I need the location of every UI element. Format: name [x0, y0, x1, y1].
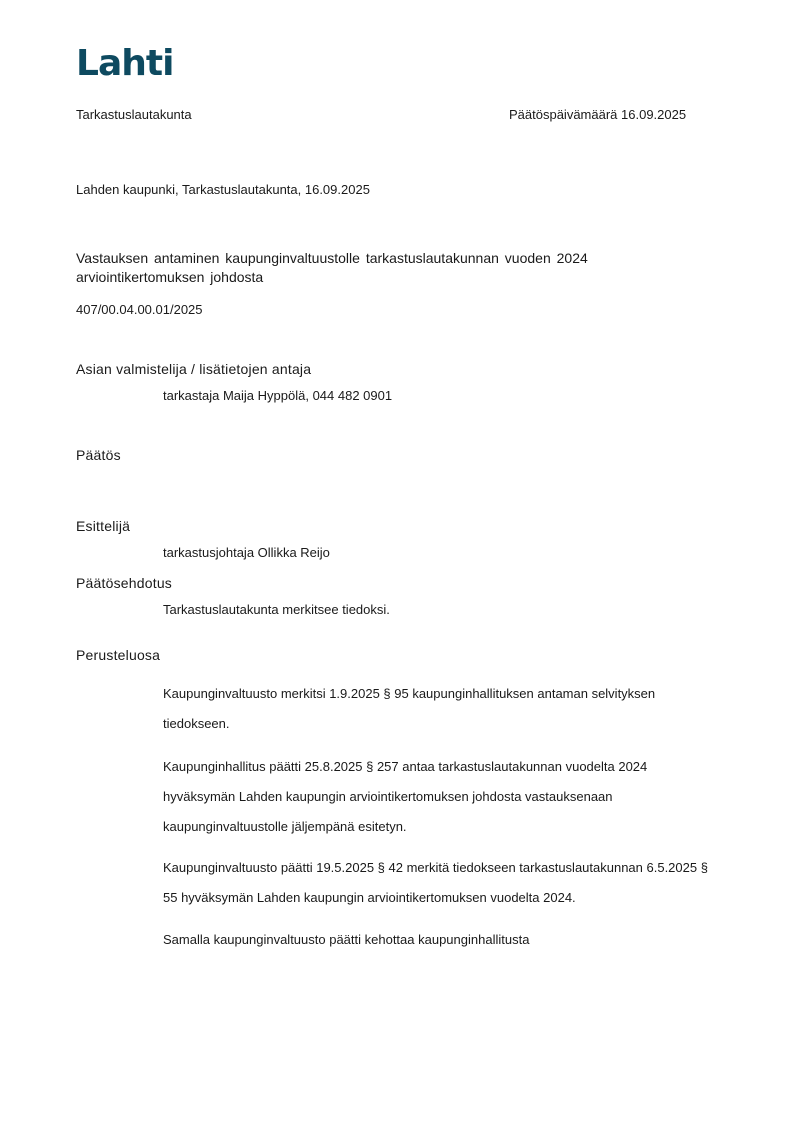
- meeting-line: Lahden kaupunki, Tarkastuslautakunta, 16.09.2025: [76, 182, 370, 197]
- grounds-paragraph: Kaupunginvaltuusto päätti 19.5.2025 § 42 merkitä tiedokseen tarkastuslautakunnan 6.5.2025 § 55 hyväksymän Lahden kaupungin arviointikertomuksen vuodelta 2024.: [163, 860, 708, 905]
- grounds-heading: Perusteluosa: [76, 647, 161, 663]
- lahti-logo: Lahti: [76, 43, 174, 84]
- presenter-name: tarkastusjohtaja Ollikka Reijo: [163, 545, 330, 560]
- subject-title: Vastauksen antaminen kaupunginvaltuustolle tarkastuslautakunnan vuoden 2024 arviointikertomuksen johdosta: [76, 250, 588, 285]
- decision-date: Päätöspäivämäärä 16.09.2025: [509, 107, 687, 122]
- grounds-paragraph: Kaupunginvaltuusto merkitsi 1.9.2025 § 95 kaupunginhallituksen antaman selvityksen tiedokseen.: [163, 686, 656, 731]
- proposal-heading: Päätösehdotus: [76, 575, 173, 591]
- grounds-paragraph: Kaupunginhallitus päätti 25.8.2025 § 257 antaa tarkastuslautakunnan vuodelta 2024 hyväksymän Lahden kaupungin arviointikertomuksen johdosta vastauksenaan kaupunginvaltuustolle jäljempänä esitetyn.: [163, 759, 648, 834]
- organ-name: Tarkastuslautakunta: [76, 107, 192, 122]
- record-number: 407/00.04.00.01/2025: [76, 302, 203, 317]
- presenter-heading: Esittelijä: [76, 518, 131, 534]
- preparer-heading: Asian valmistelija / lisätietojen antaja: [76, 361, 312, 377]
- decision-heading: Päätös: [76, 447, 121, 463]
- proposal-text: Tarkastuslautakunta merkitsee tiedoksi.: [163, 602, 390, 617]
- preparer-name: tarkastaja Maija Hyppölä, 044 482 0901: [163, 388, 393, 403]
- grounds-paragraph: Samalla kaupunginvaltuusto päätti kehottaa kaupunginhallitusta: [163, 932, 530, 947]
